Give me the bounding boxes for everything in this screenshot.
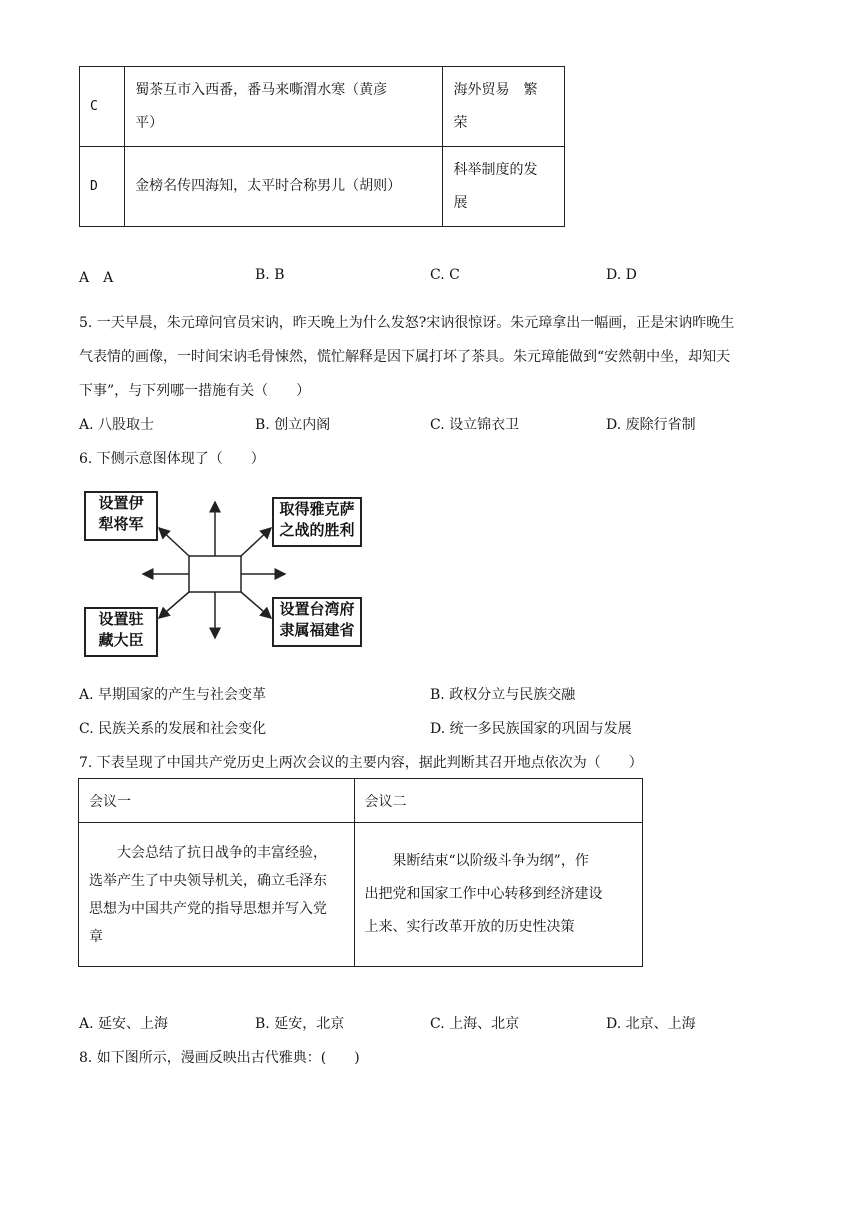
box-line: 取得雅克萨: [279, 500, 355, 518]
diagram-box-bottom-right: [272, 597, 362, 647]
content-line: 出把党和国家工作中心转移到经济建设: [364, 886, 603, 902]
box-line: 设置驻: [98, 610, 144, 628]
content-line: 金榜名传四海知，太平时合称男儿（胡则）: [135, 178, 402, 194]
content-line: 上来、实行改革开放的历史性决策: [364, 919, 575, 935]
box-line: 设置伊: [98, 494, 144, 512]
stem-line: 气表情的画像，一时间宋讷毛骨悚然，慌忙解释是因下属打坏了茶具。朱元璋能做到“安然朝中坐，却知天: [79, 349, 731, 365]
result-line: 荣: [453, 114, 468, 131]
stem-line: 下事”，与下列哪一措施有关（ ）: [79, 383, 311, 399]
arrow-upright: [241, 528, 271, 556]
q8-stem: 8. 如下图所示，漫画反映出古代雅典：( ): [79, 1050, 360, 1066]
table-header-row: [79, 779, 643, 823]
header-meeting-2: 会议二: [354, 779, 643, 823]
q4-option-b[interactable]: B. B: [255, 267, 285, 283]
row-content: [125, 147, 443, 227]
q6-option-a[interactable]: A. 早期国家的产生与社会变革: [79, 687, 267, 703]
answer-table: [79, 66, 565, 227]
content-line: 蜀茶互市入西番，番马来嘶渭水寒（黄彦: [135, 81, 388, 98]
stem-line: 5. 一天早晨，朱元璋问官员宋讷，昨天晚上为什么发怒?宋讷很惊讶。朱元璋拿出一幅画，正是宋讷昨晚生: [79, 315, 735, 331]
q4-option-c[interactable]: C. C: [430, 267, 460, 283]
q4-option-d[interactable]: D. D: [606, 267, 637, 283]
meeting-2-content: [354, 823, 643, 967]
table-row: [80, 67, 565, 147]
row-label: D: [80, 147, 125, 227]
box-line: 隶属福建省: [279, 621, 355, 639]
box-line: 设置台湾府: [279, 600, 355, 618]
result-line: 科举制度的发: [453, 161, 538, 178]
diagram-box-bottom-left: [84, 607, 158, 657]
arrow-downright: [241, 592, 271, 618]
q7-option-d[interactable]: D. 北京、上海: [606, 1016, 696, 1032]
arrow-downleft: [159, 592, 189, 618]
box-line: 藏大臣: [98, 631, 144, 649]
row-label: C: [80, 67, 125, 147]
q6-option-c[interactable]: C. 民族关系的发展和社会变化: [79, 721, 267, 737]
q7-option-b[interactable]: B. 延安，北京: [255, 1016, 345, 1032]
content-line: 选举产生了中央领导机关，确立毛泽东: [89, 872, 327, 889]
content-line: 章: [89, 928, 103, 945]
content-line: 果断结束“以阶级斗争为纲”，作: [392, 853, 589, 869]
arrow-upleft: [159, 528, 189, 556]
q4-option-a[interactable]: A A: [79, 270, 114, 286]
row-content: [125, 67, 443, 147]
q5-option-c[interactable]: C. 设立锦衣卫: [430, 417, 520, 433]
result-line: 海外贸易 繁: [453, 81, 538, 98]
row-result: [443, 147, 565, 227]
q7-option-c[interactable]: C. 上海、北京: [430, 1016, 520, 1032]
q6-stem: 6. 下侧示意图体现了（ ）: [79, 451, 265, 467]
center-box: [189, 556, 241, 592]
q5-option-d[interactable]: D. 废除行省制: [606, 417, 696, 433]
q5-option-a[interactable]: A. 八股取士: [79, 417, 155, 433]
q7-option-a[interactable]: A. 延安、上海: [79, 1016, 169, 1032]
table-row: [79, 823, 643, 967]
box-line: 犁将军: [98, 515, 144, 533]
q5-stem: [79, 306, 789, 408]
diagram-box-top-right: [272, 497, 362, 547]
box-line: 之战的胜利: [279, 521, 355, 539]
content-line: 平）: [135, 114, 164, 131]
content-line: 大会总结了抗日战争的丰富经验，: [117, 844, 327, 861]
q5-option-b[interactable]: B. 创立内阁: [255, 417, 331, 433]
table-row: [80, 147, 565, 227]
q7-stem: 7. 下表呈现了中国共产党历史上两次会议的主要内容，据此判断其召开地点依次为（ ）: [79, 755, 643, 771]
meeting-table: [78, 778, 643, 967]
q6-option-d[interactable]: D. 统一多民族国家的巩固与发展: [430, 721, 632, 737]
row-result: [443, 67, 565, 147]
result-line: 展: [453, 194, 468, 211]
q6-option-b[interactable]: B. 政权分立与民族交融: [430, 687, 576, 703]
header-meeting-1: 会议一: [79, 779, 355, 823]
meeting-1-content: [79, 823, 355, 967]
content-line: 思想为中国共产党的指导思想并写入党: [89, 900, 327, 917]
diagram-box-top-left: [84, 491, 158, 541]
